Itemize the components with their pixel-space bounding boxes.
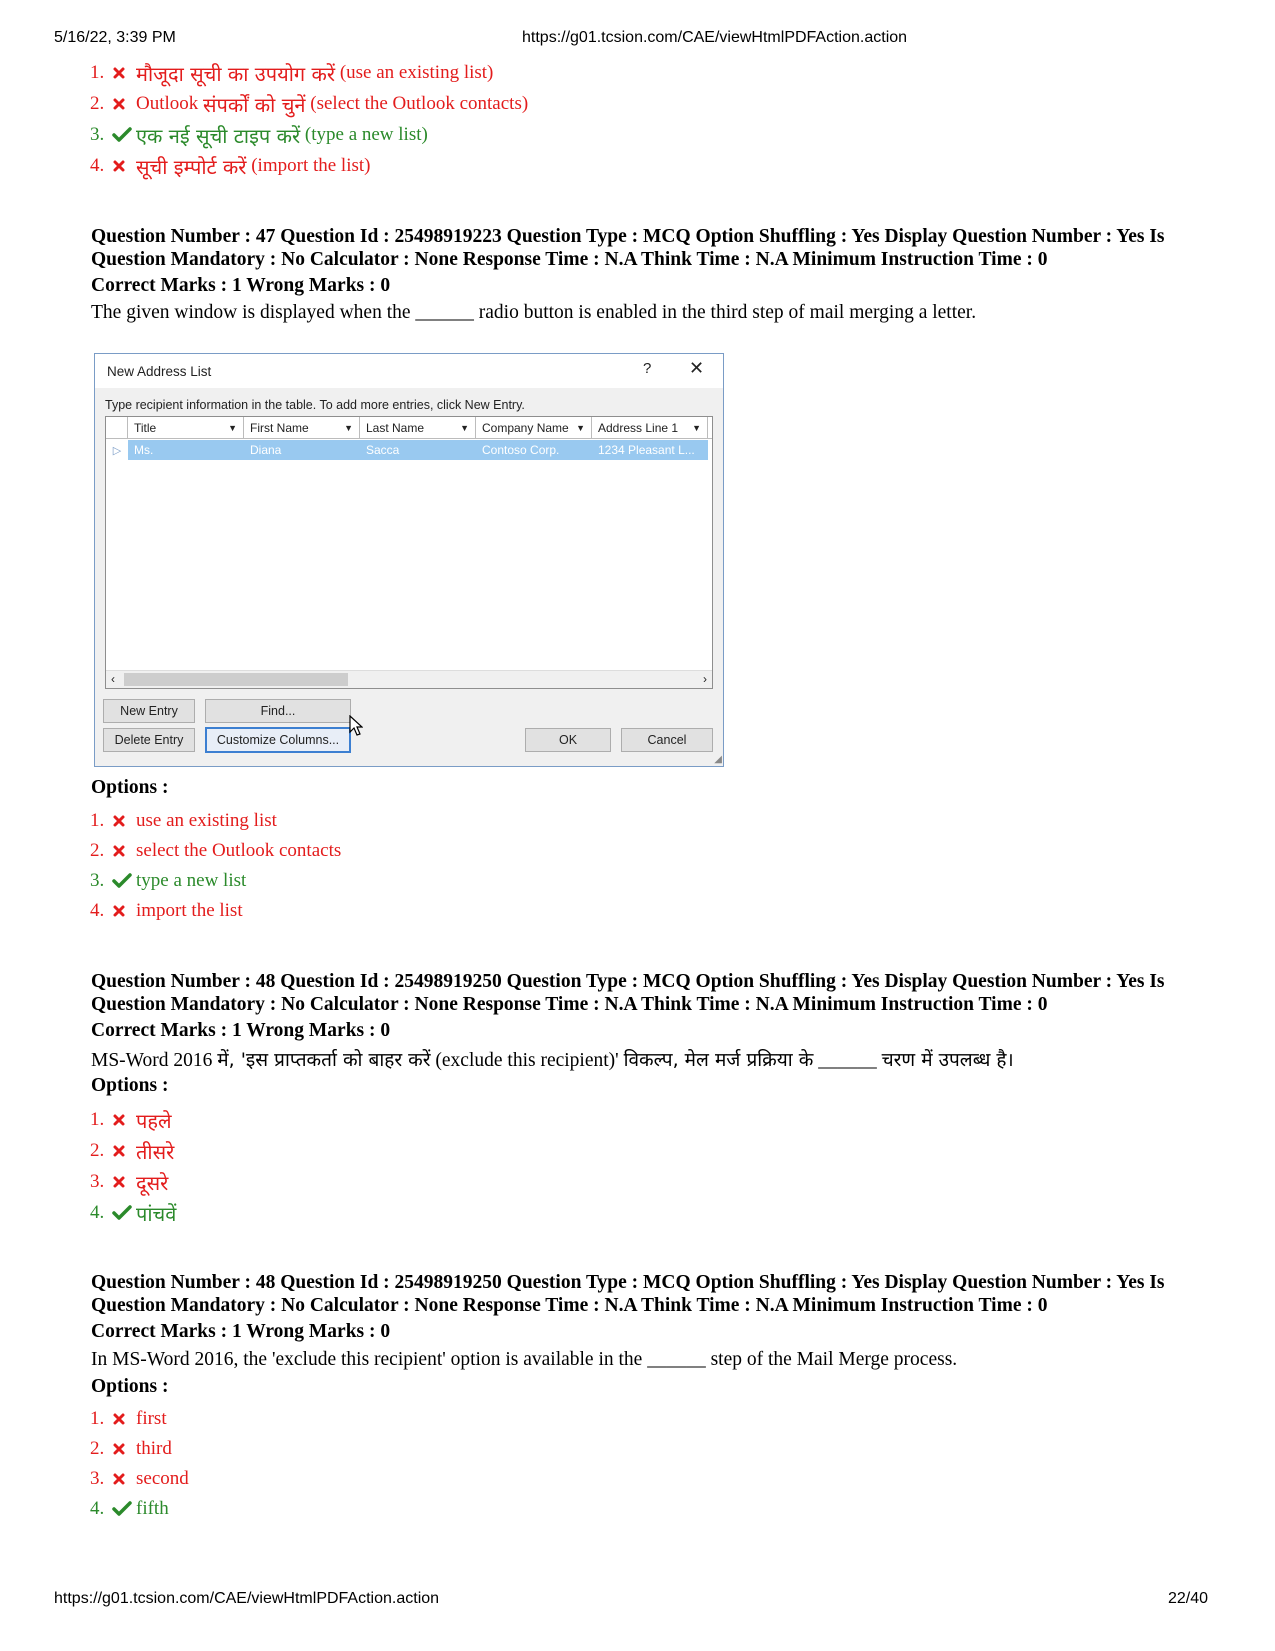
check-icon: [112, 1205, 136, 1221]
page-number: 22/40: [1168, 1590, 1209, 1607]
option-number: 4.: [90, 1202, 105, 1223]
option-item: [90, 58, 493, 88]
question-text-part: विकल्प, मेल मर्ज प्रक्रिया के: [623, 1049, 814, 1071]
question-blank: ______: [818, 1050, 877, 1071]
option-text-english: (type a new list): [304, 124, 428, 145]
check-icon: [112, 127, 136, 143]
column-header[interactable]: [360, 417, 476, 438]
cross-icon: [112, 904, 136, 918]
cross-icon: [112, 1442, 136, 1456]
option-number: 1.: [90, 1109, 105, 1130]
column-header-label: Company Name: [482, 420, 569, 435]
table-cell[interactable]: Sacca: [360, 440, 476, 460]
option-text: पांचवें: [136, 1201, 177, 1226]
table-cell[interactable]: 1234 Pleasant L...: [592, 440, 708, 460]
dropdown-arrow-icon[interactable]: ▼: [692, 422, 701, 433]
ok-button[interactable]: OK: [525, 728, 611, 752]
option-number: 1.: [90, 62, 105, 83]
column-header[interactable]: [592, 417, 708, 438]
option-text: second: [136, 1468, 189, 1489]
option-text-english: (select the Outlook contacts): [310, 93, 529, 114]
option-number: 3.: [90, 870, 105, 891]
print-url: https://g01.tcsion.com/CAE/viewHtmlPDFAction.action: [522, 29, 908, 46]
row-pointer-icon: ▷: [112, 444, 122, 457]
option-text: first: [136, 1408, 167, 1429]
table-cell[interactable]: Ms.: [128, 440, 244, 460]
question-meta: Question Number : 48 Question Id : 25498919250 Question Type : MCQ Option Shuffling : Yes Display Question Number : Yes Is Question Mandatory : No Calculator : None Response Time : N.A Think Time : N.A Minimum Instruction Time : 0: [91, 1272, 1165, 1316]
find-button[interactable]: Find...: [205, 699, 351, 723]
option-item: [90, 806, 277, 836]
table-cell[interactable]: Contoso Corp.: [476, 440, 592, 460]
option-number: 2.: [90, 1140, 105, 1161]
options-label: Options :: [91, 777, 169, 798]
option-number: 4.: [90, 900, 105, 921]
option-number: 3.: [90, 1468, 105, 1489]
cross-icon: [112, 814, 136, 828]
option-item: [90, 89, 528, 119]
column-header-label: Last Name: [366, 420, 425, 435]
row-header-gutter: [106, 417, 128, 438]
cross-icon: [112, 1175, 136, 1189]
option-item: [90, 1198, 176, 1228]
question-text: The given window is displayed when the ______ radio button is enabled in the third step of mail merging a letter.: [91, 302, 977, 323]
new-address-list-dialog: [94, 353, 724, 767]
scrollbar-thumb[interactable]: [124, 673, 348, 686]
option-text-hindi: सूची इम्पोर्ट करें: [136, 154, 247, 179]
cross-icon: [112, 1472, 136, 1486]
option-number: 1.: [90, 1408, 105, 1429]
delete-entry-button[interactable]: Delete Entry: [103, 728, 195, 752]
table-cell[interactable]: Diana: [244, 440, 360, 460]
question-text-part: (exclude this recipient)': [435, 1050, 619, 1071]
cross-icon: [112, 66, 136, 80]
option-number: 3.: [90, 1171, 105, 1192]
option-item: [90, 1434, 172, 1464]
option-number: 2.: [90, 1438, 105, 1459]
question-text: [91, 1046, 1014, 1072]
option-number: 2.: [90, 840, 105, 861]
option-text-hindi: एक नई सूची टाइप करें: [136, 123, 301, 148]
customize-columns-button[interactable]: Customize Columns...: [205, 727, 351, 753]
scroll-right-icon[interactable]: ›: [703, 672, 707, 686]
option-item: [90, 1464, 189, 1494]
column-header[interactable]: [476, 417, 592, 438]
option-number: 4.: [90, 1498, 105, 1519]
option-text-english: (import the list): [251, 155, 371, 176]
scroll-left-icon[interactable]: ‹: [111, 672, 115, 686]
footer-url: https://g01.tcsion.com/CAE/viewHtmlPDFAction.action: [54, 1590, 440, 1607]
dialog-title: New Address List: [107, 364, 212, 379]
option-item: [90, 896, 243, 926]
option-item: [90, 1167, 168, 1197]
cancel-button[interactable]: Cancel: [621, 728, 713, 752]
cross-icon: [112, 1113, 136, 1127]
option-text-english: (use an existing list): [339, 62, 494, 83]
option-item: [90, 836, 341, 866]
question-text-part: चरण में उपलब्ध है।: [881, 1049, 1014, 1071]
option-number: 4.: [90, 155, 105, 176]
column-header-label: Address Line 1: [598, 420, 679, 435]
option-text: पहले: [136, 1108, 172, 1133]
cross-icon: [112, 97, 136, 111]
close-icon[interactable]: ✕: [689, 358, 705, 378]
cross-icon: [112, 1144, 136, 1158]
option-text: select the Outlook contacts: [136, 840, 342, 861]
column-header[interactable]: [244, 417, 360, 438]
dropdown-arrow-icon[interactable]: ▼: [344, 422, 353, 433]
option-number: 2.: [90, 93, 105, 114]
question-text: In MS-Word 2016, the 'exclude this recipient' option is available in the ______ step of the Mail Merge process.: [91, 1349, 958, 1370]
cross-icon: [112, 159, 136, 173]
dropdown-arrow-icon[interactable]: ▼: [460, 422, 469, 433]
table-row[interactable]: [106, 440, 712, 460]
recipient-table[interactable]: [105, 416, 713, 689]
option-text: import the list: [136, 900, 243, 921]
dropdown-arrow-icon[interactable]: ▼: [576, 422, 585, 433]
options-label: Options :: [91, 1376, 169, 1397]
options-label: Options :: [91, 1075, 169, 1096]
help-icon[interactable]: ?: [643, 360, 652, 377]
option-item: [90, 1105, 172, 1135]
resize-grip-icon[interactable]: ◢: [714, 754, 722, 765]
option-text-prefix: Outlook: [136, 93, 199, 114]
option-text: दूसरे: [136, 1170, 169, 1195]
question-meta: Question Number : 48 Question Id : 25498919250 Question Type : MCQ Option Shuffling : Yes Display Question Number : Yes Is Question Mandatory : No Calculator : None Response Time : N.A Think Time : N.A Minimum Instruction Time : 0: [91, 971, 1165, 1015]
print-datetime: 5/16/22, 3:39 PM: [54, 29, 176, 46]
column-header[interactable]: [128, 417, 244, 438]
option-item: [90, 1404, 167, 1434]
option-number: 3.: [90, 124, 105, 145]
option-text: third: [136, 1438, 172, 1459]
question-marks: Correct Marks : 1 Wrong Marks : 0: [91, 275, 391, 296]
cross-icon: [112, 844, 136, 858]
option-text-hindi: संपर्कों को चुनें: [203, 92, 306, 117]
dropdown-arrow-icon[interactable]: ▼: [228, 422, 237, 433]
option-item: [90, 866, 246, 896]
dialog-titlebar: [95, 354, 723, 388]
horizontal-scrollbar[interactable]: [106, 670, 712, 688]
option-item: [90, 151, 371, 181]
mouse-pointer-icon: [349, 715, 363, 740]
dialog-instruction: Type recipient information in the table. To add more entries, click New Entry.: [105, 398, 525, 412]
cross-icon: [112, 1412, 136, 1426]
question-text-part: MS-Word 2016: [91, 1050, 213, 1071]
question-marks: Correct Marks : 1 Wrong Marks : 0: [91, 1321, 391, 1342]
column-header-label: First Name: [250, 420, 309, 435]
check-icon: [112, 873, 136, 889]
table-header: [106, 417, 712, 439]
option-item: [90, 120, 428, 150]
check-icon: [112, 1501, 136, 1517]
option-item: [90, 1136, 174, 1166]
option-text: use an existing list: [136, 810, 277, 831]
question-text-part: में, 'इस प्राप्तकर्ता को बाहर करें: [217, 1049, 431, 1071]
option-text-hindi: मौजूदा सूची का उपयोग करें: [136, 61, 336, 86]
option-text: तीसरे: [136, 1139, 175, 1164]
option-text: type a new list: [136, 870, 247, 891]
option-text: fifth: [136, 1498, 169, 1519]
new-entry-button[interactable]: New Entry: [103, 699, 195, 723]
column-header-label: Title: [134, 420, 157, 435]
question-meta: Question Number : 47 Question Id : 25498919223 Question Type : MCQ Option Shuffling : Yes Display Question Number : Yes Is Question Mandatory : No Calculator : None Response Time : N.A Think Time : N.A Minimum Instruction Time : 0: [91, 226, 1165, 270]
question-marks: Correct Marks : 1 Wrong Marks : 0: [91, 1020, 391, 1041]
option-item: [90, 1494, 169, 1524]
option-number: 1.: [90, 810, 105, 831]
